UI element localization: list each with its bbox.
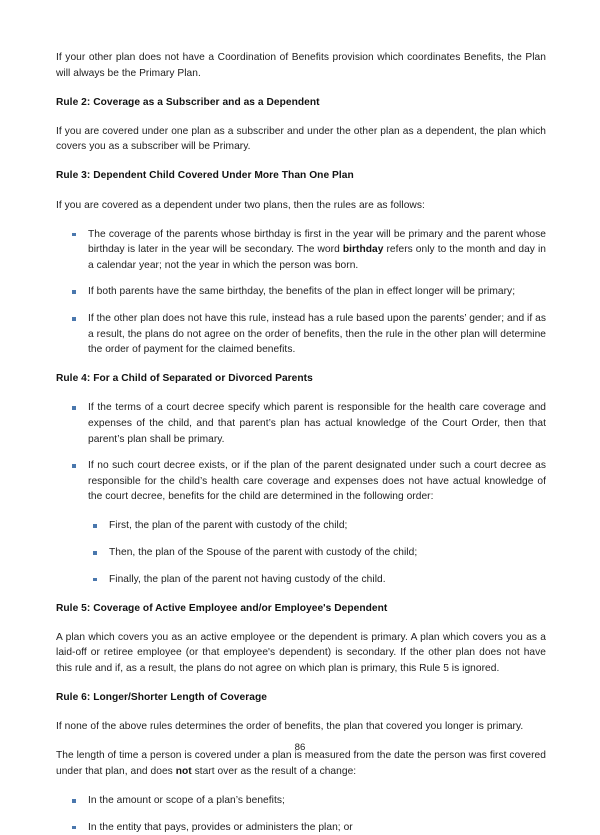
- emphasis-birthday: birthday: [342, 244, 384, 256]
- list-item: [93, 572, 546, 588]
- list-item: [72, 400, 546, 447]
- rule-2-paragraph: If you are covered under one plan as a subscriber and under the other plan as a dependent, the plan which covers you as a subscriber will be Primary.: [56, 125, 546, 153]
- square-bullet-icon: [72, 233, 76, 237]
- square-bullet-icon: [72, 317, 76, 321]
- list-item-text: If the other plan does not have this rule, instead has a rule based upon the parents’ gender; and if as a result, the plans do not agree on the order of benefits, then the rule in the other plan will determine the order of payment for the claimed benefits.: [88, 313, 546, 356]
- list-item-text: Then, the plan of the Spouse of the parent with custody of the child;: [109, 547, 418, 559]
- square-bullet-icon: [72, 406, 76, 410]
- page-number: 86: [294, 742, 306, 753]
- rule-3-bullet-list: [56, 227, 546, 358]
- rule-6-bullet-list: [56, 793, 546, 835]
- rule-5-heading: Rule 5: Coverage of Active Employee and/or Employee's Dependent: [56, 602, 388, 614]
- list-item: [72, 458, 546, 505]
- rule-6-paragraph-2: The length of time a person is covered under a plan is measured from the date the person was first covered under that plan, and does not start over as the result of a change:: [56, 750, 546, 777]
- square-bullet-icon: [72, 826, 76, 830]
- square-bullet-icon: [93, 578, 97, 582]
- list-item-text: The coverage of the parents whose birthday is first in the year will be primary and the parent whose birthday is later in the year will be secondary. The word birthday refers only to the month and day in a calendar year; not the year in which the person was born.: [88, 228, 546, 271]
- emphasis-not: not: [175, 765, 192, 777]
- list-item: [72, 793, 546, 809]
- square-bullet-icon: [93, 524, 97, 528]
- rule-4-bullet-list: [56, 400, 546, 505]
- rule-6-heading: Rule 6: Longer/Shorter Length of Coverage: [56, 692, 267, 704]
- list-item: [72, 820, 546, 835]
- rule-5-paragraph: A plan which covers you as an active employee or the dependent is primary. A plan which covers you as a laid-off or retiree employee (or that employee's dependent) is secondary. If the other plan does not have this rule and if, as a result, the plans do not agree on which plan is primary, this Rule 5 is ignored.: [56, 631, 546, 675]
- rule-2-heading: Rule 2: Coverage as a Subscriber and as a Dependent: [56, 96, 320, 108]
- intro-paragraph: If your other plan does not have a Coordination of Benefits provision which coordinates Benefits, the Plan will always be the Primary Plan.: [56, 52, 546, 79]
- square-bullet-icon: [72, 799, 76, 803]
- list-item-text: In the amount or scope of a plan’s benefits;: [88, 795, 285, 806]
- list-item: [93, 518, 546, 534]
- square-bullet-icon: [72, 464, 76, 468]
- list-item-text: In the entity that pays, provides or administers the plan; or: [88, 821, 353, 833]
- square-bullet-icon: [93, 551, 97, 555]
- list-item: [72, 284, 546, 300]
- rule-3-paragraph: If you are covered as a dependent under two plans, then the rules are as follows:: [56, 199, 425, 211]
- rule-4-heading: Rule 4: For a Child of Separated or Divorced Parents: [56, 373, 313, 385]
- list-item-text: If both parents have the same birthday, the benefits of the plan in effect longer will be primary;: [88, 286, 516, 298]
- list-item-text: If the terms of a court decree specify which parent is responsible for the health care coverage and expenses of the child, and that parent’s plan has actual knowledge of the Court Order, then that parent’s plan shall be primary.: [88, 402, 546, 445]
- rule-4-sub-bullet-list: [56, 518, 546, 587]
- list-item: [93, 545, 546, 561]
- list-item-text: Finally, the plan of the parent not having custody of the child.: [109, 573, 386, 585]
- list-item-text: First, the plan of the parent with custody of the child;: [109, 520, 348, 532]
- rule-6-paragraph-1: If none of the above rules determines the order of benefits, the plan that covered you longer is primary.: [56, 721, 524, 733]
- list-item: [72, 311, 546, 358]
- square-bullet-icon: [72, 290, 76, 294]
- list-item: [72, 227, 546, 274]
- list-item-text: If no such court decree exists, or if the plan of the parent designated under such a court decree as responsible for the child’s health care coverage and expenses does not have actual knowledge of the court decree, benefits for the child are determined in the following order:: [88, 460, 546, 503]
- rule-3-heading: Rule 3: Dependent Child Covered Under More Than One Plan: [56, 170, 354, 182]
